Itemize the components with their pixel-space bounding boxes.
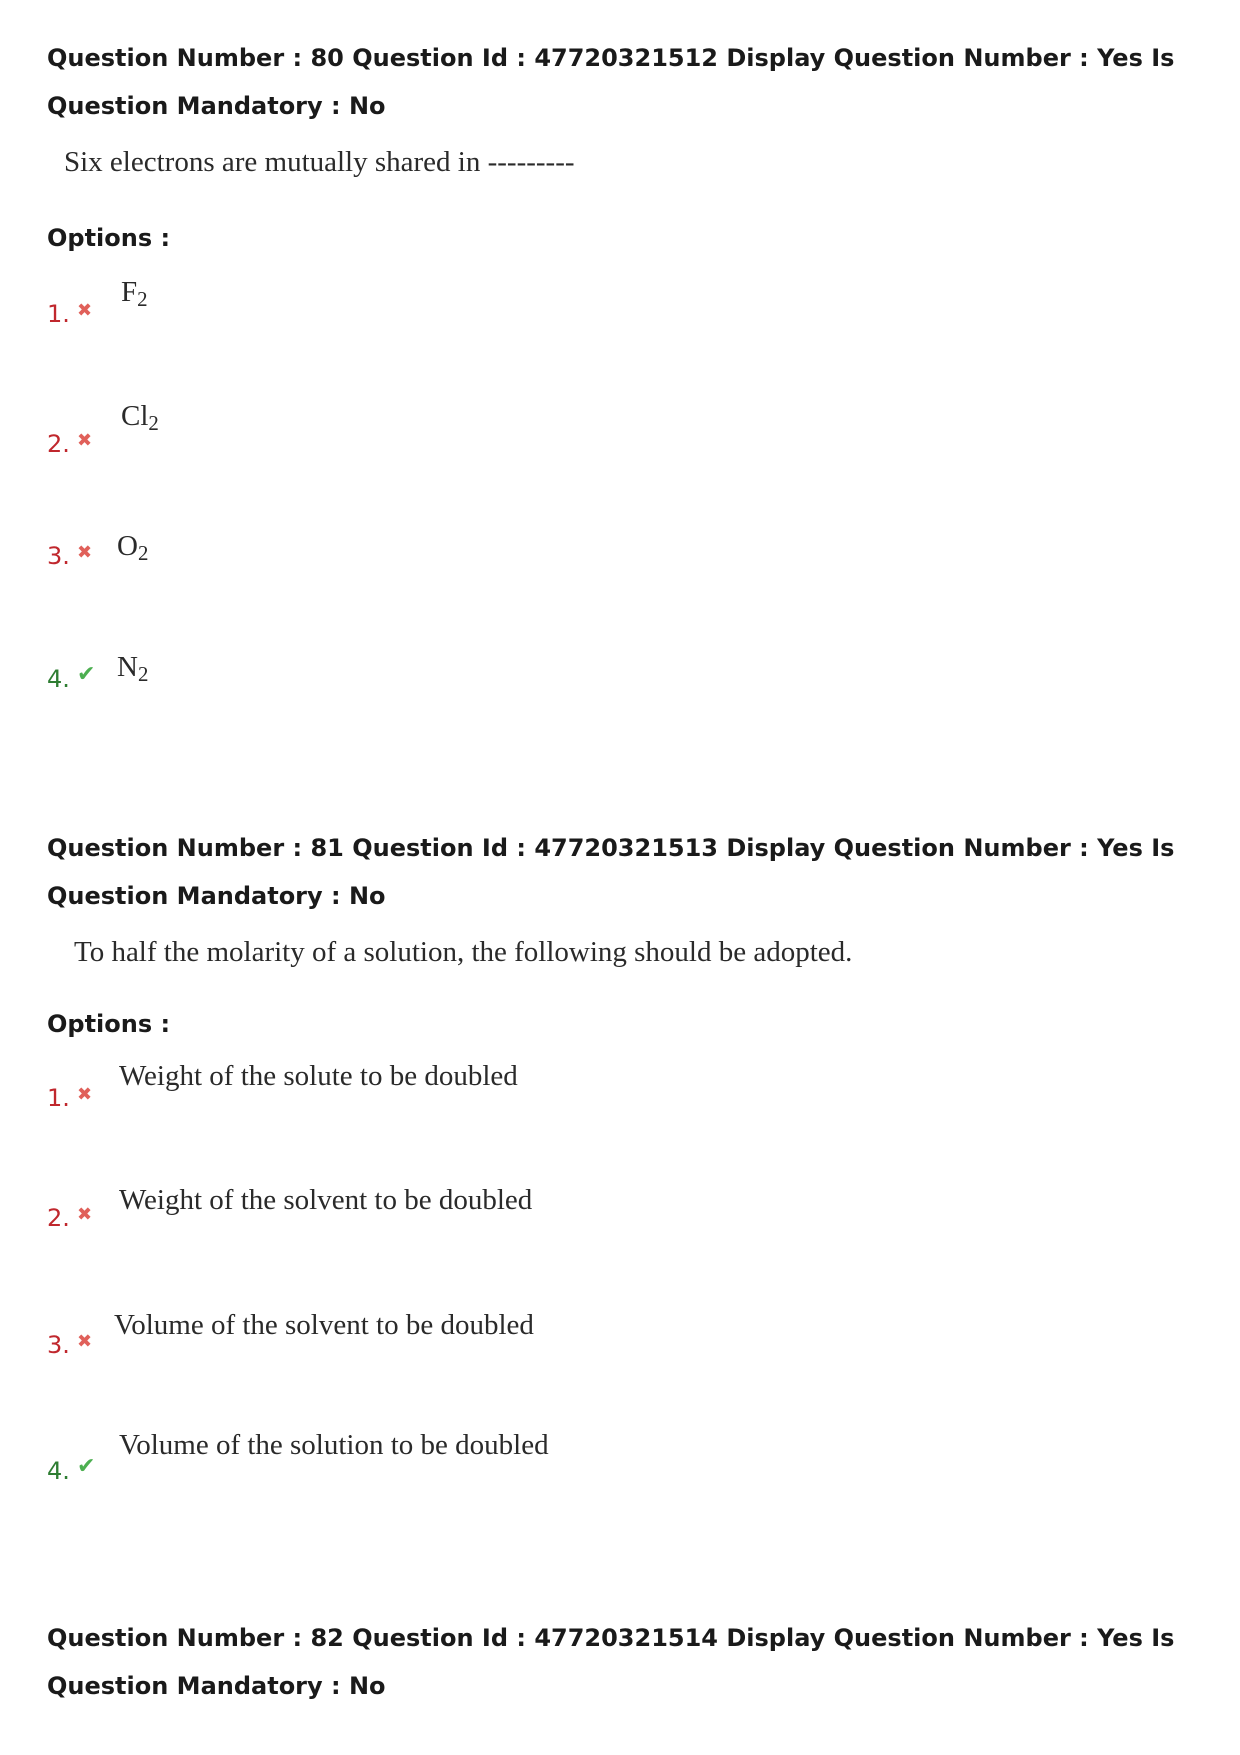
check-icon: ✔: [77, 662, 96, 687]
option-number: 3.: [47, 542, 70, 570]
option-number: 2.: [47, 430, 70, 458]
option-number: 4.: [47, 1457, 70, 1485]
option-text: $Cl_2$: [121, 400, 159, 436]
option-item: [47, 651, 1147, 711]
question-header: Question Number : 81 Question Id : 47720321513 Display Question Number : Yes Is Question Mandatory : No: [47, 834, 1175, 910]
options-label: Options :: [47, 1010, 171, 1038]
option-item: [47, 1429, 1147, 1489]
cross-icon: ✖: [77, 1331, 93, 1352]
question-text: Six electrons are mutually shared in ---------: [64, 146, 575, 178]
check-icon: ✔: [77, 1454, 96, 1479]
options-label: Options :: [47, 224, 171, 252]
option-item: [47, 400, 1147, 460]
option-number: 4.: [47, 665, 70, 693]
option-text: Volume of the solvent to be doubled: [114, 1309, 534, 1341]
option-item: [47, 1060, 1147, 1120]
option-item: [47, 1184, 1147, 1244]
option-number: 3.: [47, 1331, 70, 1359]
cross-icon: ✖: [77, 1204, 93, 1225]
option-text: Volume of the solution to be doubled: [119, 1429, 549, 1461]
option-item: [47, 1309, 1147, 1369]
cross-icon: ✖: [77, 542, 93, 563]
question-text: To half the molarity of a solution, the following should be adopted.: [74, 936, 853, 968]
cross-icon: ✖: [77, 300, 93, 321]
question-header: Question Number : 82 Question Id : 47720321514 Display Question Number : Yes Is Question Mandatory : No: [47, 1624, 1175, 1700]
option-text: $N_2$: [117, 651, 149, 687]
option-text: $F_2$: [121, 276, 148, 312]
option-number: 2.: [47, 1204, 70, 1232]
option-number: 1.: [47, 300, 70, 328]
cross-icon: ✖: [77, 430, 93, 451]
option-item: [47, 530, 1147, 590]
option-number: 1.: [47, 1084, 70, 1112]
option-text: $O_2$: [117, 530, 149, 566]
cross-icon: ✖: [77, 1084, 93, 1105]
option-text: Weight of the solute to be doubled: [119, 1060, 518, 1092]
question-header: Question Number : 80 Question Id : 47720321512 Display Question Number : Yes Is Question Mandatory : No: [47, 44, 1175, 120]
option-item: [47, 276, 1147, 336]
option-text: Weight of the solvent to be doubled: [119, 1184, 533, 1216]
